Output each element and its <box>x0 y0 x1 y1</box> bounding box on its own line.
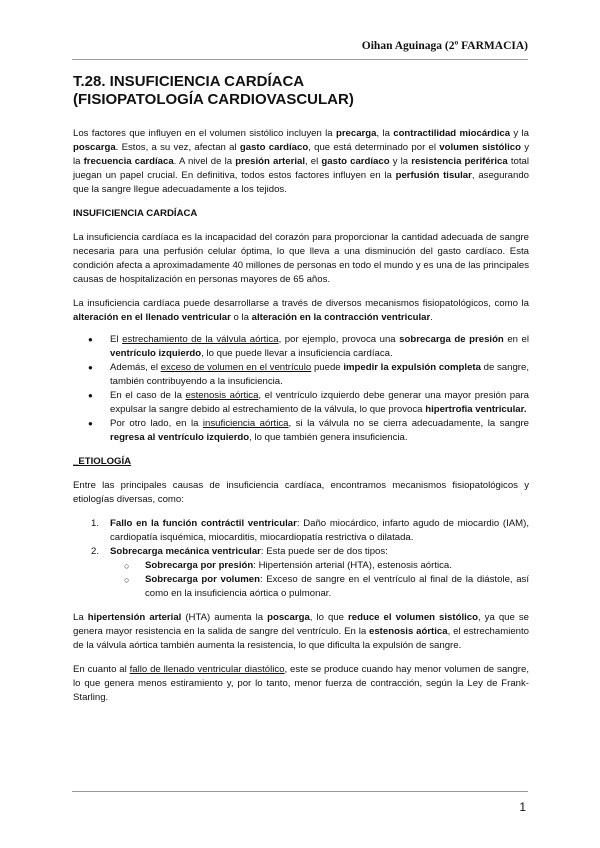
diastolic-paragraph: En cuanto al fallo de llenado ventricular diastólico, este se produce cuando hay menor volumen de sangre, lo que genera menos estiramiento y, por lo tanto, menor fuerza de contracción, según la Ley de Frank-Starling. <box>73 664 529 703</box>
intro-paragraph: Los factores que influyen en el volumen sistólico incluyen la precarga, la contractilidad miocárdica y la poscarga. Estos, a su vez, afectan al gasto cardíaco, que está determinado por el volumen sistólico y la frecuencia cardíaca. A nivel de la presión arterial, el gasto cardíaco y la resistencia periférica total juegan un papel crucial. En definitiva, todos estos factores influyen en la perfusión tisular, asegurando que la sangre llegue adecuadamente a los tejidos. <box>73 128 530 195</box>
list-number: 1. <box>91 518 100 529</box>
list-item: 2. Sobrecarga mecánica ventricular: Esta puede ser de dos tipos: ○ Sobrecarga por presión: Hipertensión arterial (HTA), estenosis aórtica. ○ Sobrecarga por volumen: Exceso de sangre en el ventrículo al final de la diástole, así como en la insuficiencia aórtica o pulmonar. <box>73 545 529 601</box>
etiology-list <box>73 517 529 601</box>
list-item: ● Además, el exceso de volumen en el ventrículo puede impedir la expulsión completa de sangre, también contribuyendo a la insuficiencia. <box>73 361 529 389</box>
mechanisms-list <box>73 333 529 445</box>
list-item: ○ Sobrecarga por presión: Hipertensión arterial (HTA), estenosis aórtica. <box>110 559 529 573</box>
list-item: ● El estrechamiento de la válvula aórtica, por ejemplo, provoca una sobrecarga de presión en el ventrículo izquierdo, lo que puede llevar a insuficiencia cardíaca. <box>73 333 529 361</box>
page-title <box>73 73 529 109</box>
title-line-2: (FISIOPATOLOGÍA CARDIOVASCULAR) <box>73 91 354 108</box>
header-author: Oihan Aguinaga (2º FARMACIA) <box>361 40 528 52</box>
list-number: 2. <box>91 546 100 557</box>
page-number: 1 <box>519 800 526 814</box>
page-content <box>73 73 529 705</box>
section-heading-insuficiencia: INSUFICIENCIA CARDÍACA <box>73 208 198 219</box>
mechanisms-paragraph: La insuficiencia cardíaca puede desarrollarse a través de diversos mecanismos fisiopatológicos, como la alteración en el llenado ventricular o la alteración en la contracción ventricular. <box>73 298 529 323</box>
hta-paragraph: La hipertensión arterial (HTA) aumenta la poscarga, lo que reduce el volumen sistólico, ya que se genera mayor resistencia en la salida de sangre del ventrículo. En la estenosis aórtica, el estrechamiento de la válvula aórtica también aumenta la resistencia, lo que dificulta la expulsión de sangre. <box>73 612 530 651</box>
definition-paragraph: La insuficiencia cardíaca es la incapacidad del corazón para proporcionar la cantidad adecuada de sangre necesaria para una perfusión celular óptima, lo que lleva a una disminución del gasto cardíaco. Esta condición afecta a aproximadamente 40 millones de personas en todo el mundo y es una de las principales causas de hospitalización en personas mayores de 65 años. <box>73 232 529 285</box>
overload-types-list <box>110 559 529 601</box>
etiology-intro-paragraph: Entre las principales causas de insuficiencia cardíaca, encontramos mecanismos fisiopatológicos y etiologías diversas, como: <box>73 480 529 505</box>
section-heading-etiologia: _ETIOLOGÍA <box>73 456 132 467</box>
list-item: ● En el caso de la estenosis aórtica, el ventrículo izquierdo debe generar una mayor presión para expulsar la sangre debido al estrechamiento de la válvula, lo que provoca hipertrofia ventricular. <box>73 389 529 417</box>
list-item: 1. Fallo en la función contráctil ventricular: Daño miocárdico, infarto agudo de miocardio (IAM), cardiopatía isquémica, miocarditis, miocardiopatía restrictiva o dilatada. <box>91 518 529 543</box>
title-line-1: T.28. INSUFICIENCIA CARDÍACA <box>73 73 305 90</box>
list-item: ○ Sobrecarga por volumen: Exceso de sangre en el ventrículo al final de la diástole, así como en la insuficiencia aórtica o pulmonar. <box>110 573 529 601</box>
header-rule <box>72 59 528 60</box>
list-item: ● Por otro lado, en la insuficiencia aórtica, si la válvula no se cierra adecuadamente, la sangre regresa al ventrículo izquierdo, lo que también genera insuficiencia. <box>73 417 529 445</box>
footer-rule <box>72 791 528 792</box>
